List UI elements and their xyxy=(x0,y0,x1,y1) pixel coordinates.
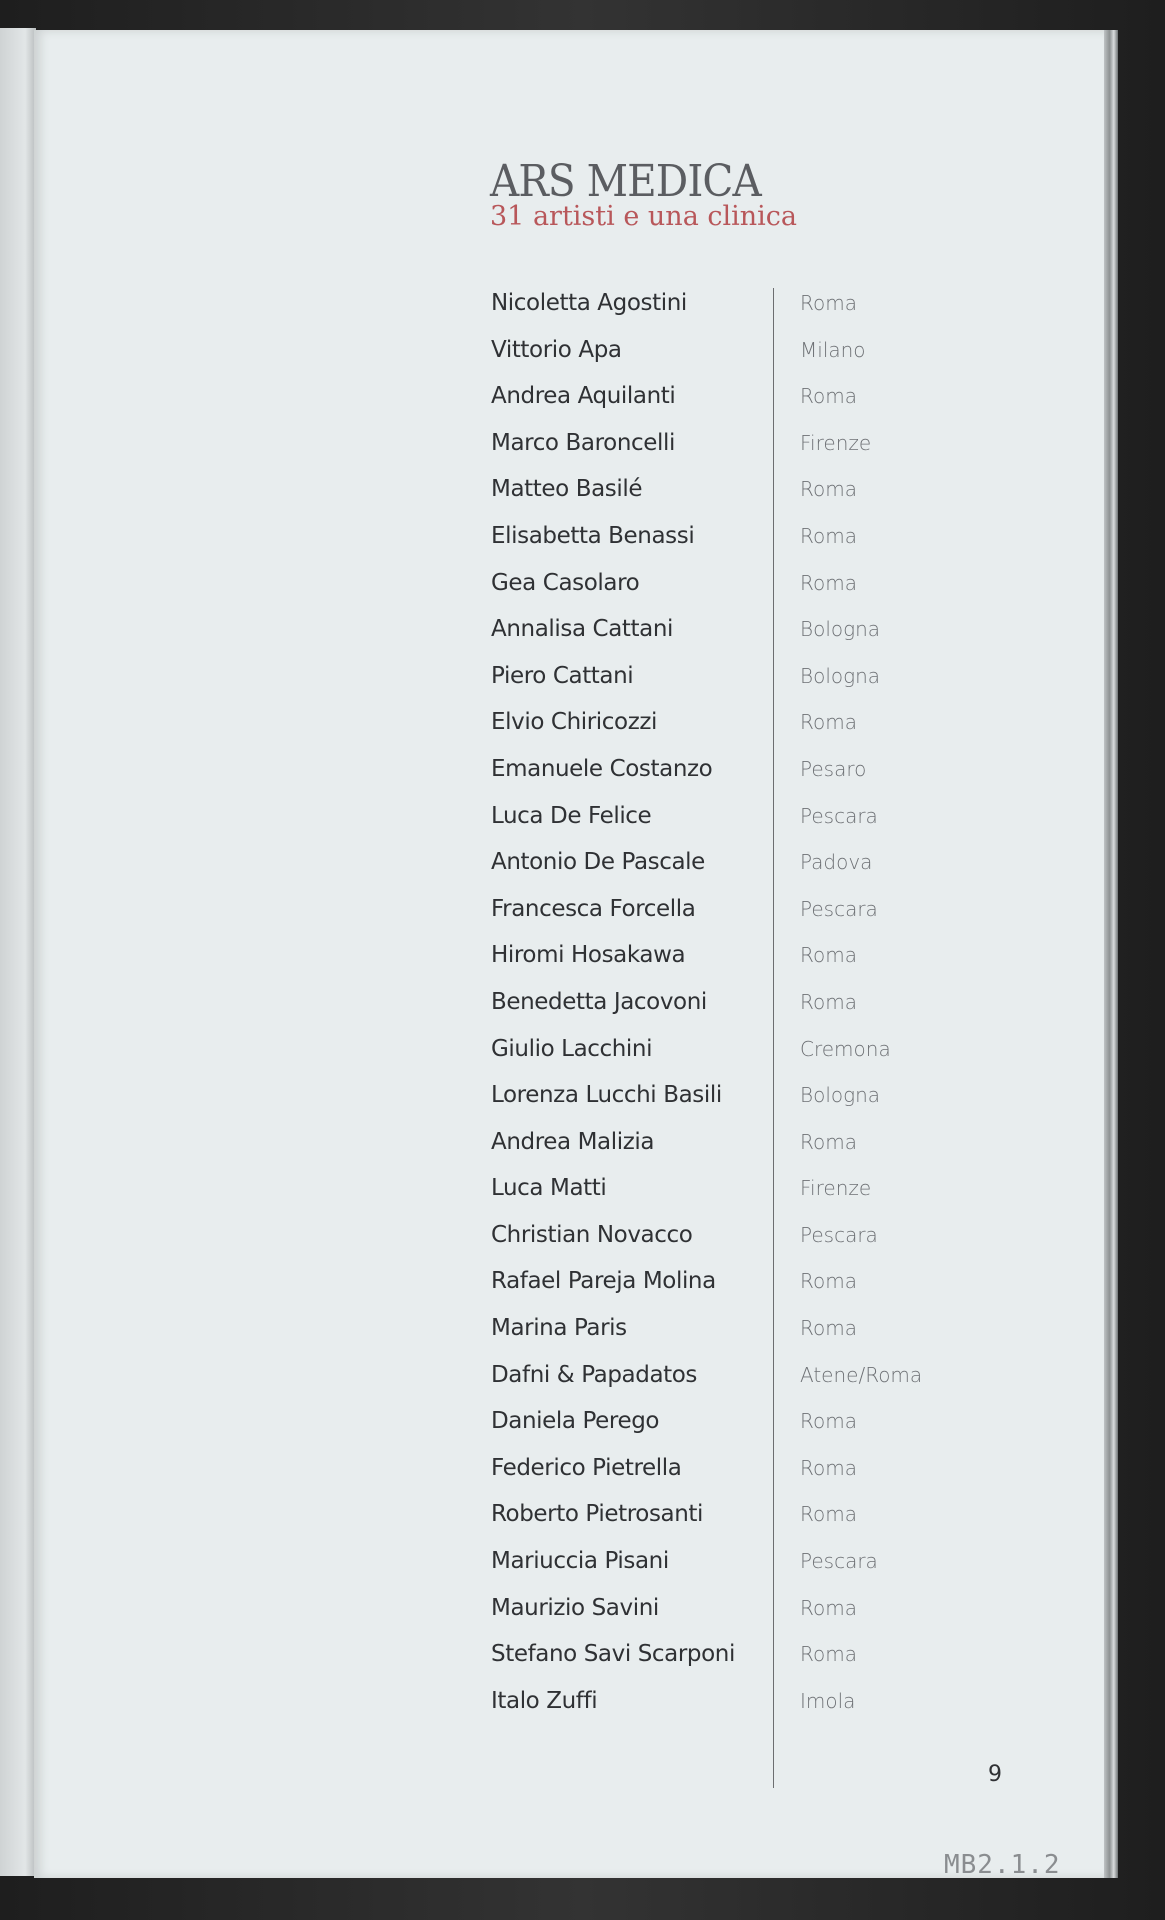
artist-city: Pescara xyxy=(800,896,878,921)
artist-name: Maurizio Savini xyxy=(491,1594,659,1621)
handwritten-shelfmark: MB2.1.2 xyxy=(944,1850,1061,1880)
artist-city: Firenze xyxy=(800,1176,872,1201)
artist-name: Lorenza Lucchi Basili xyxy=(491,1082,722,1109)
artist-city: Roma xyxy=(800,384,857,409)
page-subtitle: 31 artisti e una clinica xyxy=(490,201,798,232)
artist-name: Elisabetta Benassi xyxy=(491,522,695,549)
artist-name: Marina Paris xyxy=(491,1315,627,1342)
artist-city: Padova xyxy=(800,850,873,875)
artist-name: Vittorio Apa xyxy=(491,336,622,363)
artist-city: Roma xyxy=(800,1316,857,1341)
artist-name: Nicoletta Agostini xyxy=(491,290,687,316)
artist-city: Atene/Roma xyxy=(800,1362,923,1387)
artist-city: Roma xyxy=(800,989,857,1014)
artist-city: Imola xyxy=(800,1688,856,1713)
artist-city: Roma xyxy=(800,1129,857,1154)
artist-name: Annalisa Cattani xyxy=(491,616,674,643)
artist-city: Roma xyxy=(800,943,857,968)
artist-name: Hiromi Hosakawa xyxy=(491,942,686,969)
artist-city: Roma xyxy=(800,1455,857,1480)
artist-city: Roma xyxy=(800,1642,857,1667)
artist-name: Luca Matti xyxy=(491,1175,607,1202)
artist-name: Benedetta Jacovoni xyxy=(491,988,707,1015)
artist-name: Federico Pietrella xyxy=(491,1454,682,1481)
artist-city: Cremona xyxy=(800,1036,891,1061)
artist-city: Roma xyxy=(800,291,857,315)
artist-city: Pescara xyxy=(800,803,878,828)
artist-name: Francesca Forcella xyxy=(491,895,696,922)
artist-name: Antonio De Pascale xyxy=(491,849,705,876)
artist-name: Christian Novacco xyxy=(491,1221,693,1248)
artist-city: Bologna xyxy=(800,663,881,688)
artist-city-column xyxy=(800,280,922,1724)
artist-city: Roma xyxy=(800,1409,857,1434)
artist-city: Pesaro xyxy=(800,756,867,781)
artist-city: Pescara xyxy=(800,1222,878,1247)
artist-name: Luca De Felice xyxy=(491,802,652,829)
page-stack-edge xyxy=(1104,30,1118,1878)
artist-name: Piero Cattani xyxy=(491,662,634,689)
artist-name: Marco Baroncelli xyxy=(491,429,675,456)
artist-city: Roma xyxy=(800,523,857,548)
artist-city: Roma xyxy=(800,1502,857,1527)
artist-name: Emanuele Costanzo xyxy=(491,755,713,782)
artist-name: Mariuccia Pisani xyxy=(491,1548,669,1575)
artist-city: Roma xyxy=(800,570,857,595)
artist-city: Roma xyxy=(800,1595,857,1620)
artist-name: Elvio Chiricozzi xyxy=(491,709,658,736)
artist-city: Milano xyxy=(800,337,866,362)
page-title: ARS MEDICA xyxy=(490,156,761,207)
artist-name: Andrea Malizia xyxy=(491,1128,655,1155)
artist-name: Dafni & Papadatos xyxy=(491,1361,698,1388)
artist-city: Roma xyxy=(800,710,857,735)
artist-name: Stefano Savi Scarponi xyxy=(491,1641,735,1668)
artist-name: Gea Casolaro xyxy=(491,569,640,596)
artist-city: Firenze xyxy=(800,430,872,455)
artist-city: Bologna xyxy=(800,1083,881,1108)
artist-city: Bologna xyxy=(800,617,881,642)
header xyxy=(490,156,798,232)
facing-page-edge xyxy=(0,28,36,1876)
artist-name: Daniela Perego xyxy=(491,1408,660,1435)
artist-name: Roberto Pietrosanti xyxy=(491,1501,704,1528)
artist-name: Matteo Basilé xyxy=(491,476,643,503)
artist-name-column xyxy=(491,280,735,1724)
artist-city: Roma xyxy=(800,477,857,502)
artist-city: Roma xyxy=(800,1269,857,1294)
artist-name: Giulio Lacchini xyxy=(491,1035,653,1062)
artist-city: Pescara xyxy=(800,1549,878,1574)
artist-name: Italo Zuffi xyxy=(491,1687,598,1714)
column-divider xyxy=(773,288,774,1788)
page-number: 9 xyxy=(988,1762,1002,1787)
artist-name: Rafael Pareja Molina xyxy=(491,1268,716,1295)
artist-name: Andrea Aquilanti xyxy=(491,383,676,410)
